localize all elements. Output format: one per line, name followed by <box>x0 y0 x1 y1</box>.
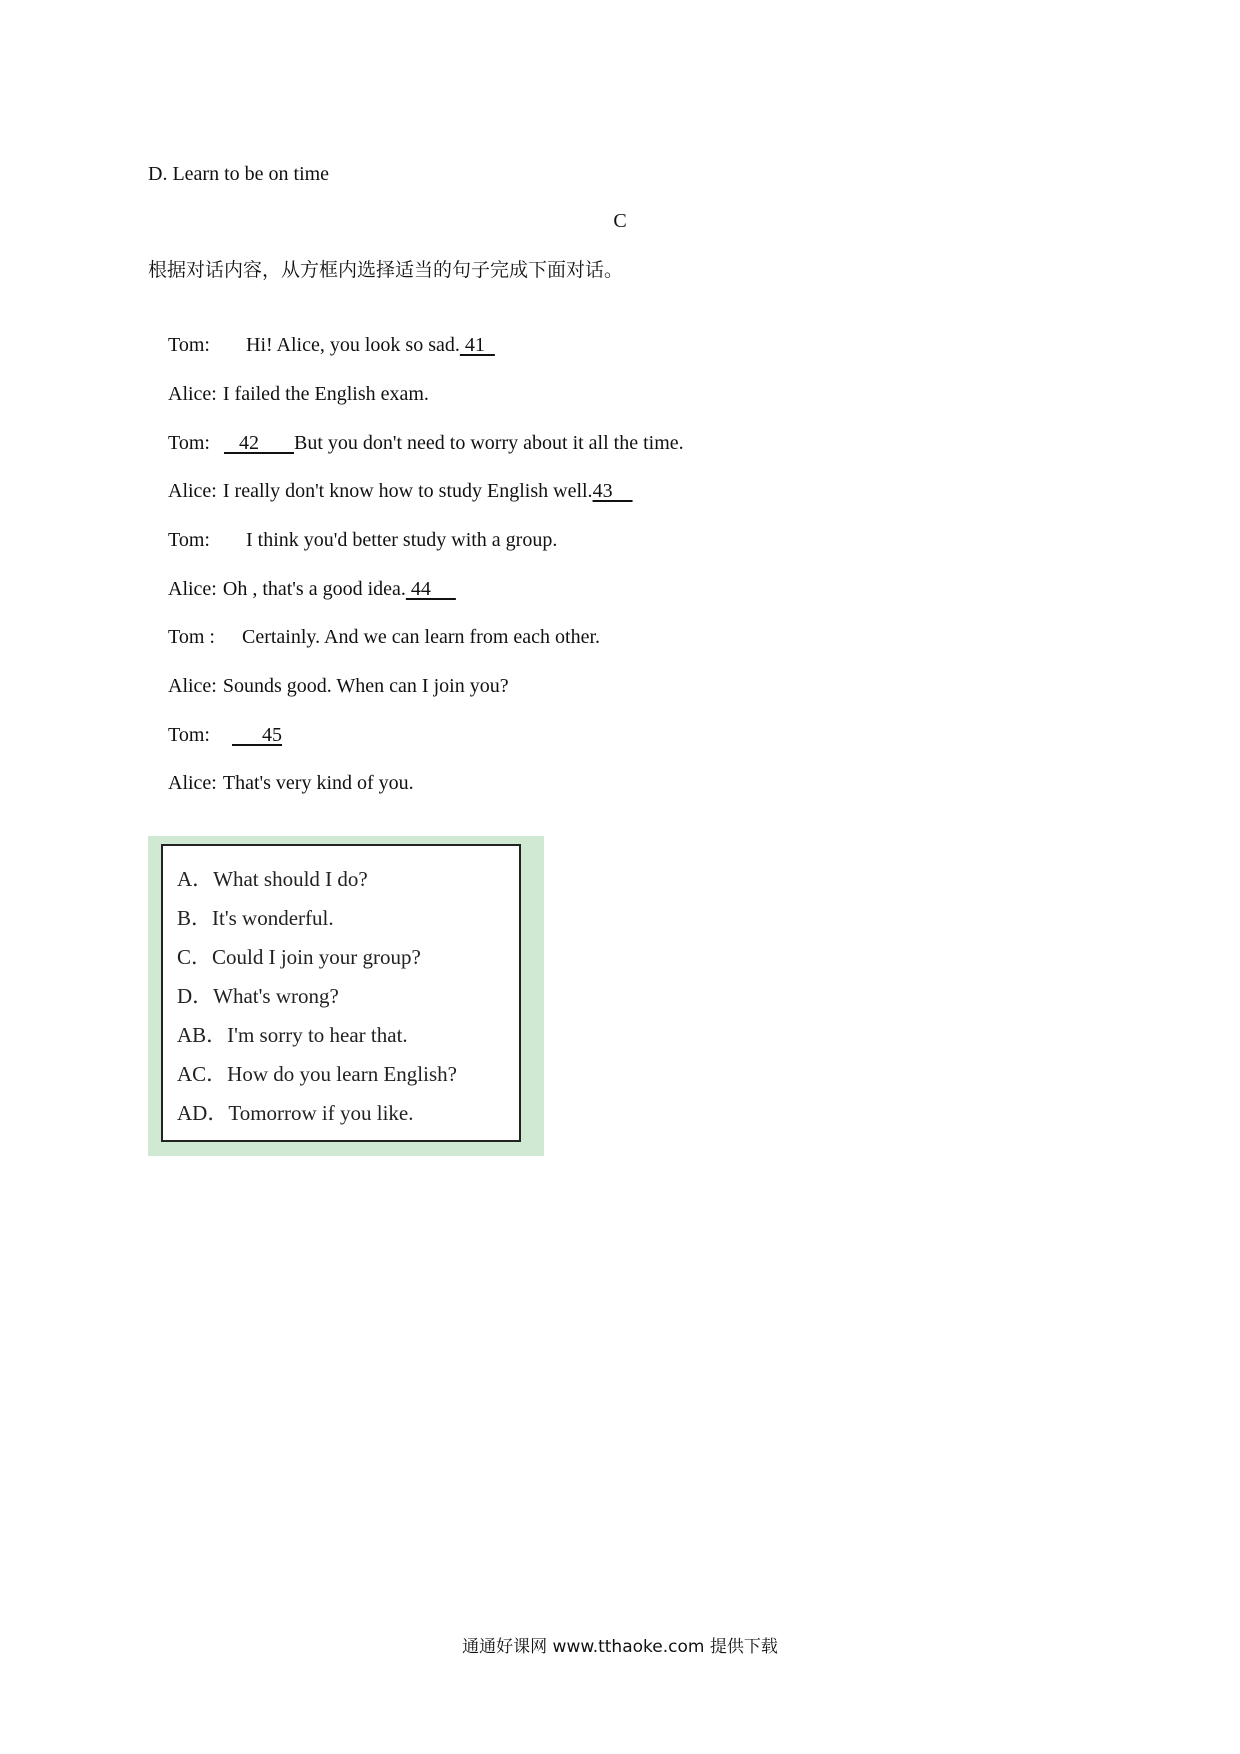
answer-blank: 41 <box>459 334 495 356</box>
option-item: C．Could I join your group? <box>177 945 421 969</box>
dialogue-text: I failed the English exam. <box>222 383 429 405</box>
option-item: AD．Tomorrow if you like. <box>177 1101 414 1125</box>
dialogue-text: Certainly. And we can learn from each other. <box>242 626 601 648</box>
answer-blank: 42 <box>224 432 294 454</box>
dialogue-text: That's very kind of you. <box>222 772 414 794</box>
answer-blank: 45 <box>232 724 282 746</box>
dialogue-text: I think you'd better study with a group. <box>246 529 558 551</box>
dialogue-text: Hi! Alice, you look so sad. <box>246 334 460 356</box>
answer-blank: 43 <box>592 480 633 502</box>
option-item: D．What's wrong? <box>177 984 339 1008</box>
option-item: B．It's wonderful. <box>177 906 334 930</box>
dialogue-text: Oh , that's a good idea. <box>222 578 406 600</box>
options-box-frame <box>148 836 544 1156</box>
speaker-label: Alice: <box>168 675 217 697</box>
speaker-label: Alice: <box>168 772 217 794</box>
section-letter: C <box>613 210 627 232</box>
speaker-label: Tom: <box>168 529 210 551</box>
speaker-label: Tom : <box>168 626 215 648</box>
speaker-label: Alice: <box>168 578 217 600</box>
speaker-label: Tom: <box>168 724 210 746</box>
option-item: AB．I'm sorry to hear that. <box>177 1023 408 1047</box>
dialogue-text: Sounds good. When can I join you? <box>222 675 509 697</box>
instructions: 根据对话内容，从方框内选择适当的句子完成下面对话。 <box>148 259 624 281</box>
option-item: A．What should I do? <box>177 867 368 891</box>
answer-blank: 44 <box>405 578 456 600</box>
dialogue-text: I really don't know how to study English well. <box>222 480 593 502</box>
option-item: AC．How do you learn English? <box>177 1062 457 1086</box>
previous-option-d: D. Learn to be on time <box>148 163 330 185</box>
speaker-label: Alice: <box>168 383 217 405</box>
speaker-label: Tom: <box>168 334 210 356</box>
speaker-label: Alice: <box>168 480 217 502</box>
page-footer: 通通好课网 www.tthaoke.com 提供下载 <box>462 1637 778 1657</box>
options-box <box>161 844 521 1142</box>
dialogue-text: But you don't need to worry about it all the time. <box>294 432 684 454</box>
speaker-label: Tom: <box>168 432 210 454</box>
dialogue-line <box>148 744 414 822</box>
